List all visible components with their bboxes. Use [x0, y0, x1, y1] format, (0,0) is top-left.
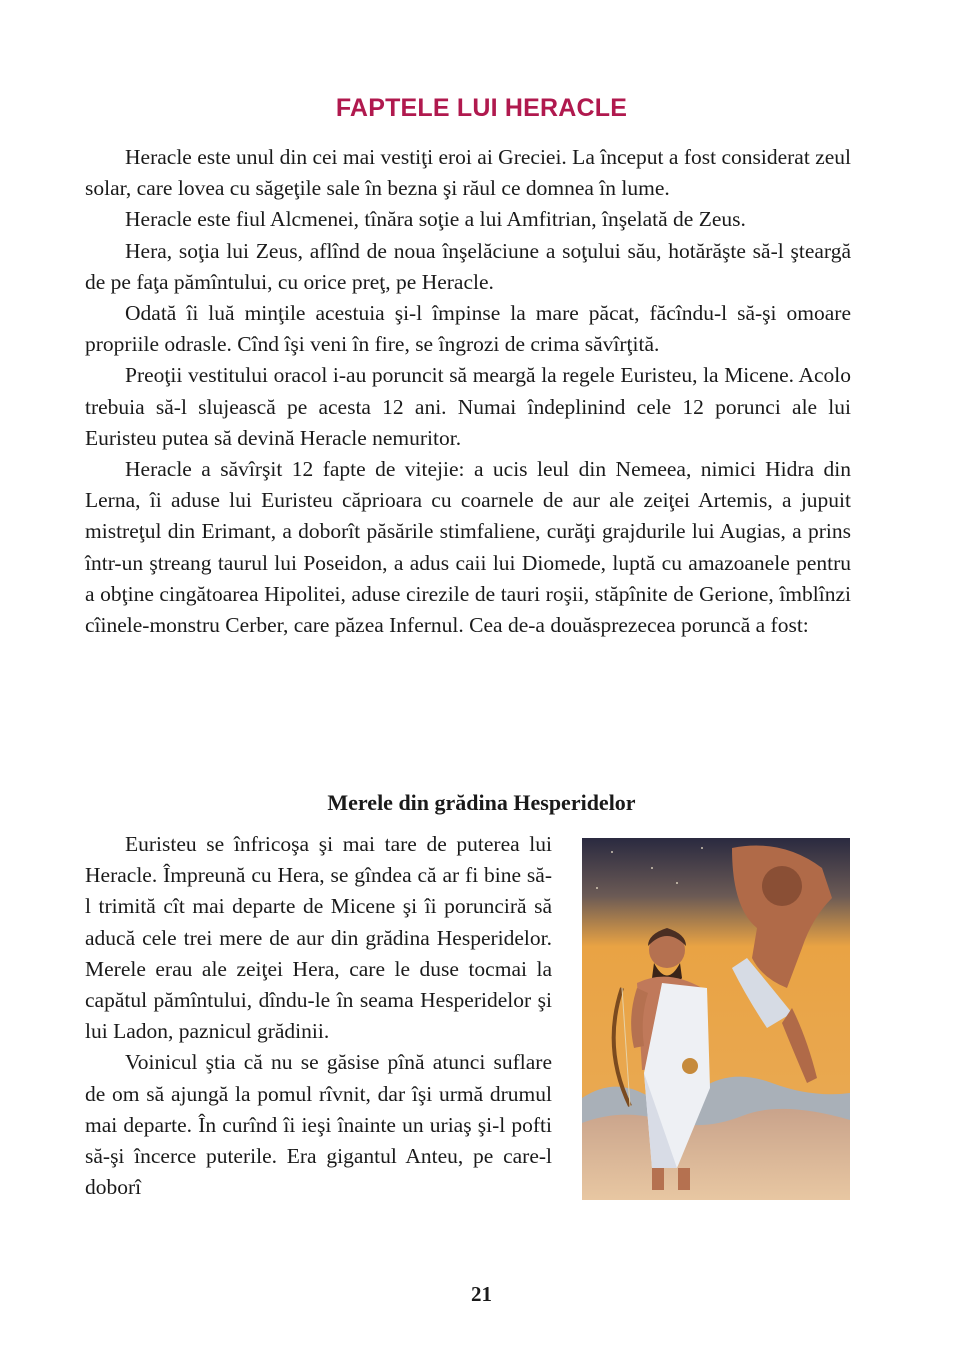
paragraph: Heracle este fiul Alcmenei, tînăra soţie a lui Amfitrian, înşelată de Zeus. — [125, 207, 746, 232]
heracles-illustration — [582, 838, 850, 1200]
paragraph: Odată îi luă minţile acestuia şi-l împinse la mare păcat, făcîndu-l să-şi omoare propriile odrasle. Cînd îşi veni în fire, se îngrozi de crima săvîrţită. — [85, 301, 851, 357]
column-text — [85, 829, 552, 1203]
body-text — [85, 142, 851, 641]
paragraph: Voinicul ştia că nu se găsise pînă atunci suflare de om să ajungă la pomul rîvnit, dar îşi urmă drumul mai departe. În curînd îi ieşi înainte un uriaş şi-l pofti să-şi încerce puterile. Era gigantul Anteu, pe care-l doborî — [85, 1050, 552, 1200]
paragraph: Preoţii vestitului oracol i-au poruncit să meargă la regele Euristeu, la Micene. Acolo trebuia să-l slujească pe acesta 12 ani. Numai îndeplinind cele 12 porunci ale lui Euristeu putea să devină Heracle nemuritor. — [85, 363, 851, 450]
paragraph: Euristeu se înfricoşa şi mai tare de puterea lui Heracle. Împreună cu Hera, se gîndea că ar fi bine să-l trimită cît mai departe de Micene şi îi porunciră să aducă cele trei mere de aur din grădina Hesperidelor. Merele erau ale zeiţei Hera, care le duse tocmai la capătul pămîntului, dîndu-le în seama Hesperidelor şi lui Ladon, paznicul grădinii. — [85, 832, 552, 1044]
chapter-title: FAPTELE LUI HERACLE — [335, 94, 628, 122]
paragraph: Heracle este unul din cei mai vestiţi eroi ai Greciei. La început a fost considerat zeul solar, care lovea cu săgeţile sale în bezna şi răul ce domnea în lume. — [85, 145, 851, 201]
paragraph: Heracle a săvîrşit 12 fapte de vitejie: a ucis leul din Nemeea, nimici Hidra din Lerna, îi aduse lui Euristeu căprioara cu coarnele de aur ale zeiţei Artemis, a jupuit mistreţul din Erimant, a doborît păsările stimfaliene, curăţi grajdurile lui Augias, a prins într-un ştreang taurul lui Poseidon, a adus caii lui Diomede, luptă cu amazoanele pentru a obţine cingătoarea Hipolitei, aduse cirezile de tauri roşii, stăpînite de Gerione, îmblînzi cîinele-monstru Cerber, care păzea Infernul. Cea de-a douăsprezecea poruncă a fost: — [85, 457, 851, 638]
paragraph: Hera, soţia lui Zeus, aflînd de noua înşelăciune a soţului său, hotărăşte să-l şteargă de pe faţa pămîntului, cu orice preţ, pe Heracle. — [85, 238, 851, 294]
page-number: 21 — [471, 1282, 492, 1306]
section-subtitle: Merele din grădina Hesperidelor — [327, 790, 636, 815]
